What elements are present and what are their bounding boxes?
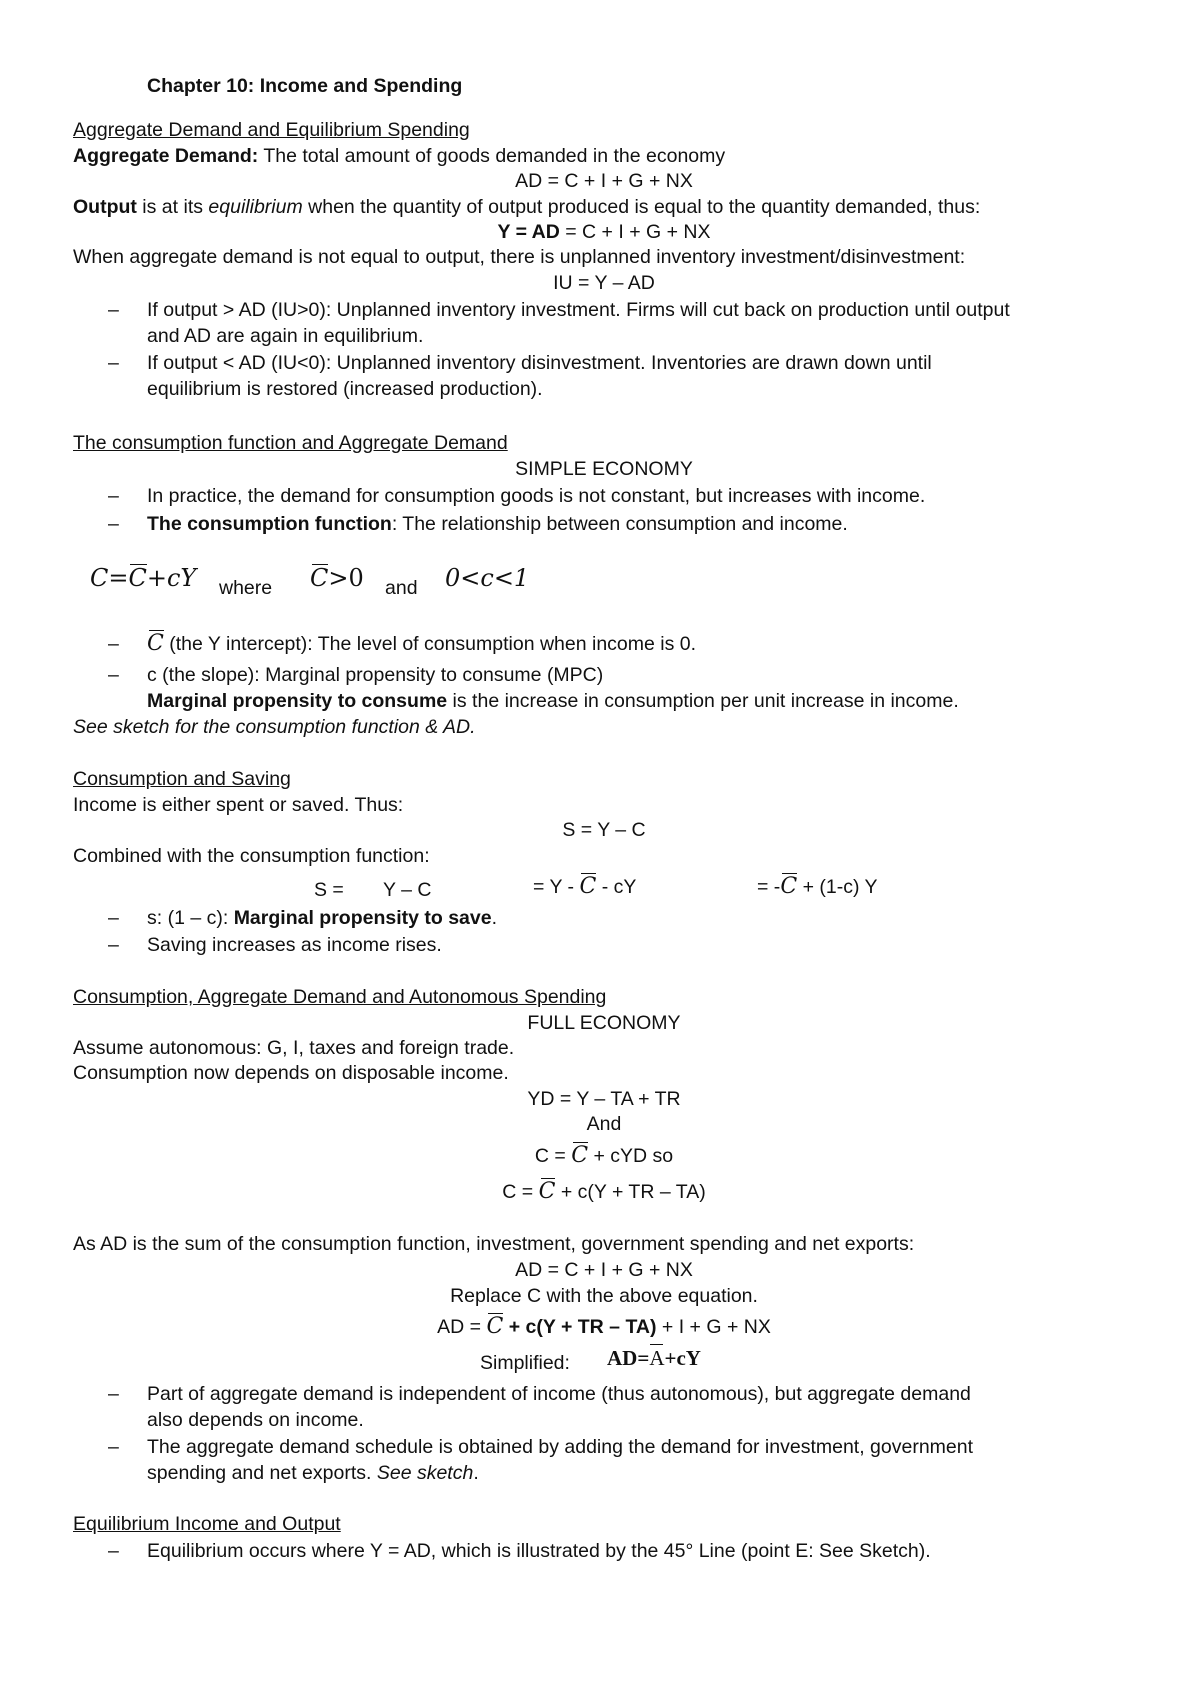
section-heading-autonomous-spending: Consumption, Aggregate Demand and Autonomous Spending [73,986,607,1008]
consumption-function-formula: C=C+cY [90,564,197,592]
and-text: And [586,1113,622,1135]
see-sketch-note: See sketch for the consumption function & AD. [73,716,476,738]
simplified-formula: AD=A+cY [607,1346,701,1370]
unplanned-inventory-text: When aggregate demand is not equal to output, there is unplanned inventory investment/disinvestment: [73,246,966,268]
equation-saving: S = Y – C [562,819,646,841]
replace-text: Replace C with the above equation. [450,1285,758,1307]
subheading-full-economy: FULL ECONOMY [527,1012,681,1034]
equation-iu: IU = Y – AD [553,272,655,294]
section-heading-consumption-function: The consumption function and Aggregate Demand [73,432,508,454]
condition-cbar-positive: C>0 [310,564,364,592]
section-heading-aggregate-demand: Aggregate Demand and Equilibrium Spending [73,119,470,141]
document-page: Chapter 10: Income and Spending Aggregate Demand and Equilibrium Spending Aggregate Demand: The total amount of goods demanded in the economy AD = C + I + G + NX Output is at its equilibrium when the quantity of output produced is equal to the quantity demanded, thus: Y = AD = C + I + G + NX When aggregate demand is not equal to output, there is unplanned inventory investment/disinvestment: IU = Y – AD – If output > AD (IU>0): Unplanned inventory investment. Firms will cut back on production until output and AD are again in equilibrium. – If output < AD (IU<0): Unplanned inventory disinvestment. Inventories are drawn down until equilibrium is restored (increased production). The consumption function and Aggregate Demand SIMPLE ECONOMY – In practice, the demand for consumption goods is not constant, but increases with income. – The consumption function: The relationship between consumption and income. C=C+cY where C>0 and 0<c<1 – C (the Y intercept): The level of consumption when income is 0. – c (the slope): Marginal propensity to consume (MPC) Marginal propensity to consume is the increase in consumption per unit increase in income. See sketch for the consumption function & AD. Consumption and Saving Income is either spent or saved. Thus: S = Y – C Combined with the consumption function: S = Y – C = Y - C - cY = -C + (1-c) Y – s: (1 – c): Marginal propensity to save. – Saving increases as income rises. Consumption, Aggregate Demand and Autonomous Spending FULL ECONOMY Assume autonomous: G, I, taxes and foreign trade. Consumption now depends on disposable income. YD = Y – TA + TR And C = C + cYD so C = C + c(Y + TR – TA) As AD is the sum of the consumption function, investment, government spending and net exports: AD = C + I + G + NX Replace C with the above equation. AD = C + c(Y + TR – TA) + I + G + NX Simplified: AD=A+cY – Part of aggregate demand is independent of income (thus autonomous), but aggregate demand also depends on income. – The aggregate demand schedule is obtained by adding the demand for investment, government spending and net exports. See sketch. Equilibrium Income and Output – Equilibrium occurs where Y = AD, which is illustrated by the 45° Line (point E: See Sketch). [0,0,1200,1698]
saving-eq-lhs: S = [314,879,344,901]
disposable-income-text: Consumption now depends on disposable income. [73,1062,509,1084]
ad-definition: Aggregate Demand: The total amount of goods demanded in the economy [73,145,726,167]
saving-eq-step2: = Y - C - cY [533,874,637,899]
output-equilibrium-text: Output is at its equilibrium when the quantity of output produced is equal to the quantity demanded, thus: [73,196,981,218]
saving-eq-step3: = -C + (1-c) Y [757,874,878,899]
saving-intro: Income is either spent or saved. Thus: [73,794,404,816]
equation-y-ad: Y = AD = C + I + G + NX [497,221,711,243]
assume-autonomous-text: Assume autonomous: G, I, taxes and foreign trade. [73,1037,515,1059]
equation-c-full: C = C + c(Y + TR – TA) [502,1179,706,1204]
section-heading-equilibrium-income: Equilibrium Income and Output [73,1513,341,1535]
where-label: where [219,577,273,599]
equation-ad-repeat: AD = C + I + G + NX [515,1259,693,1281]
and-label: and [385,577,418,599]
equation-yd: YD = Y – TA + TR [527,1088,681,1110]
simplified-label: Simplified: [480,1352,570,1374]
ad-sum-text: As AD is the sum of the consumption function, investment, government spending and net exports: [73,1233,915,1255]
chapter-title: Chapter 10: Income and Spending [147,75,463,97]
condition-c-range: 0<c<1 [445,564,530,592]
equation-ad: AD = C + I + G + NX [515,170,693,192]
combined-text: Combined with the consumption function: [73,845,430,867]
subheading-simple-economy: SIMPLE ECONOMY [515,458,693,480]
equation-ad-expanded: AD = C + c(Y + TR – TA) + I + G + NX [437,1314,771,1339]
section-heading-consumption-saving: Consumption and Saving [73,768,291,790]
equation-c-yd: C = C + cYD so [534,1143,674,1168]
saving-eq-step1: Y – C [383,879,432,901]
